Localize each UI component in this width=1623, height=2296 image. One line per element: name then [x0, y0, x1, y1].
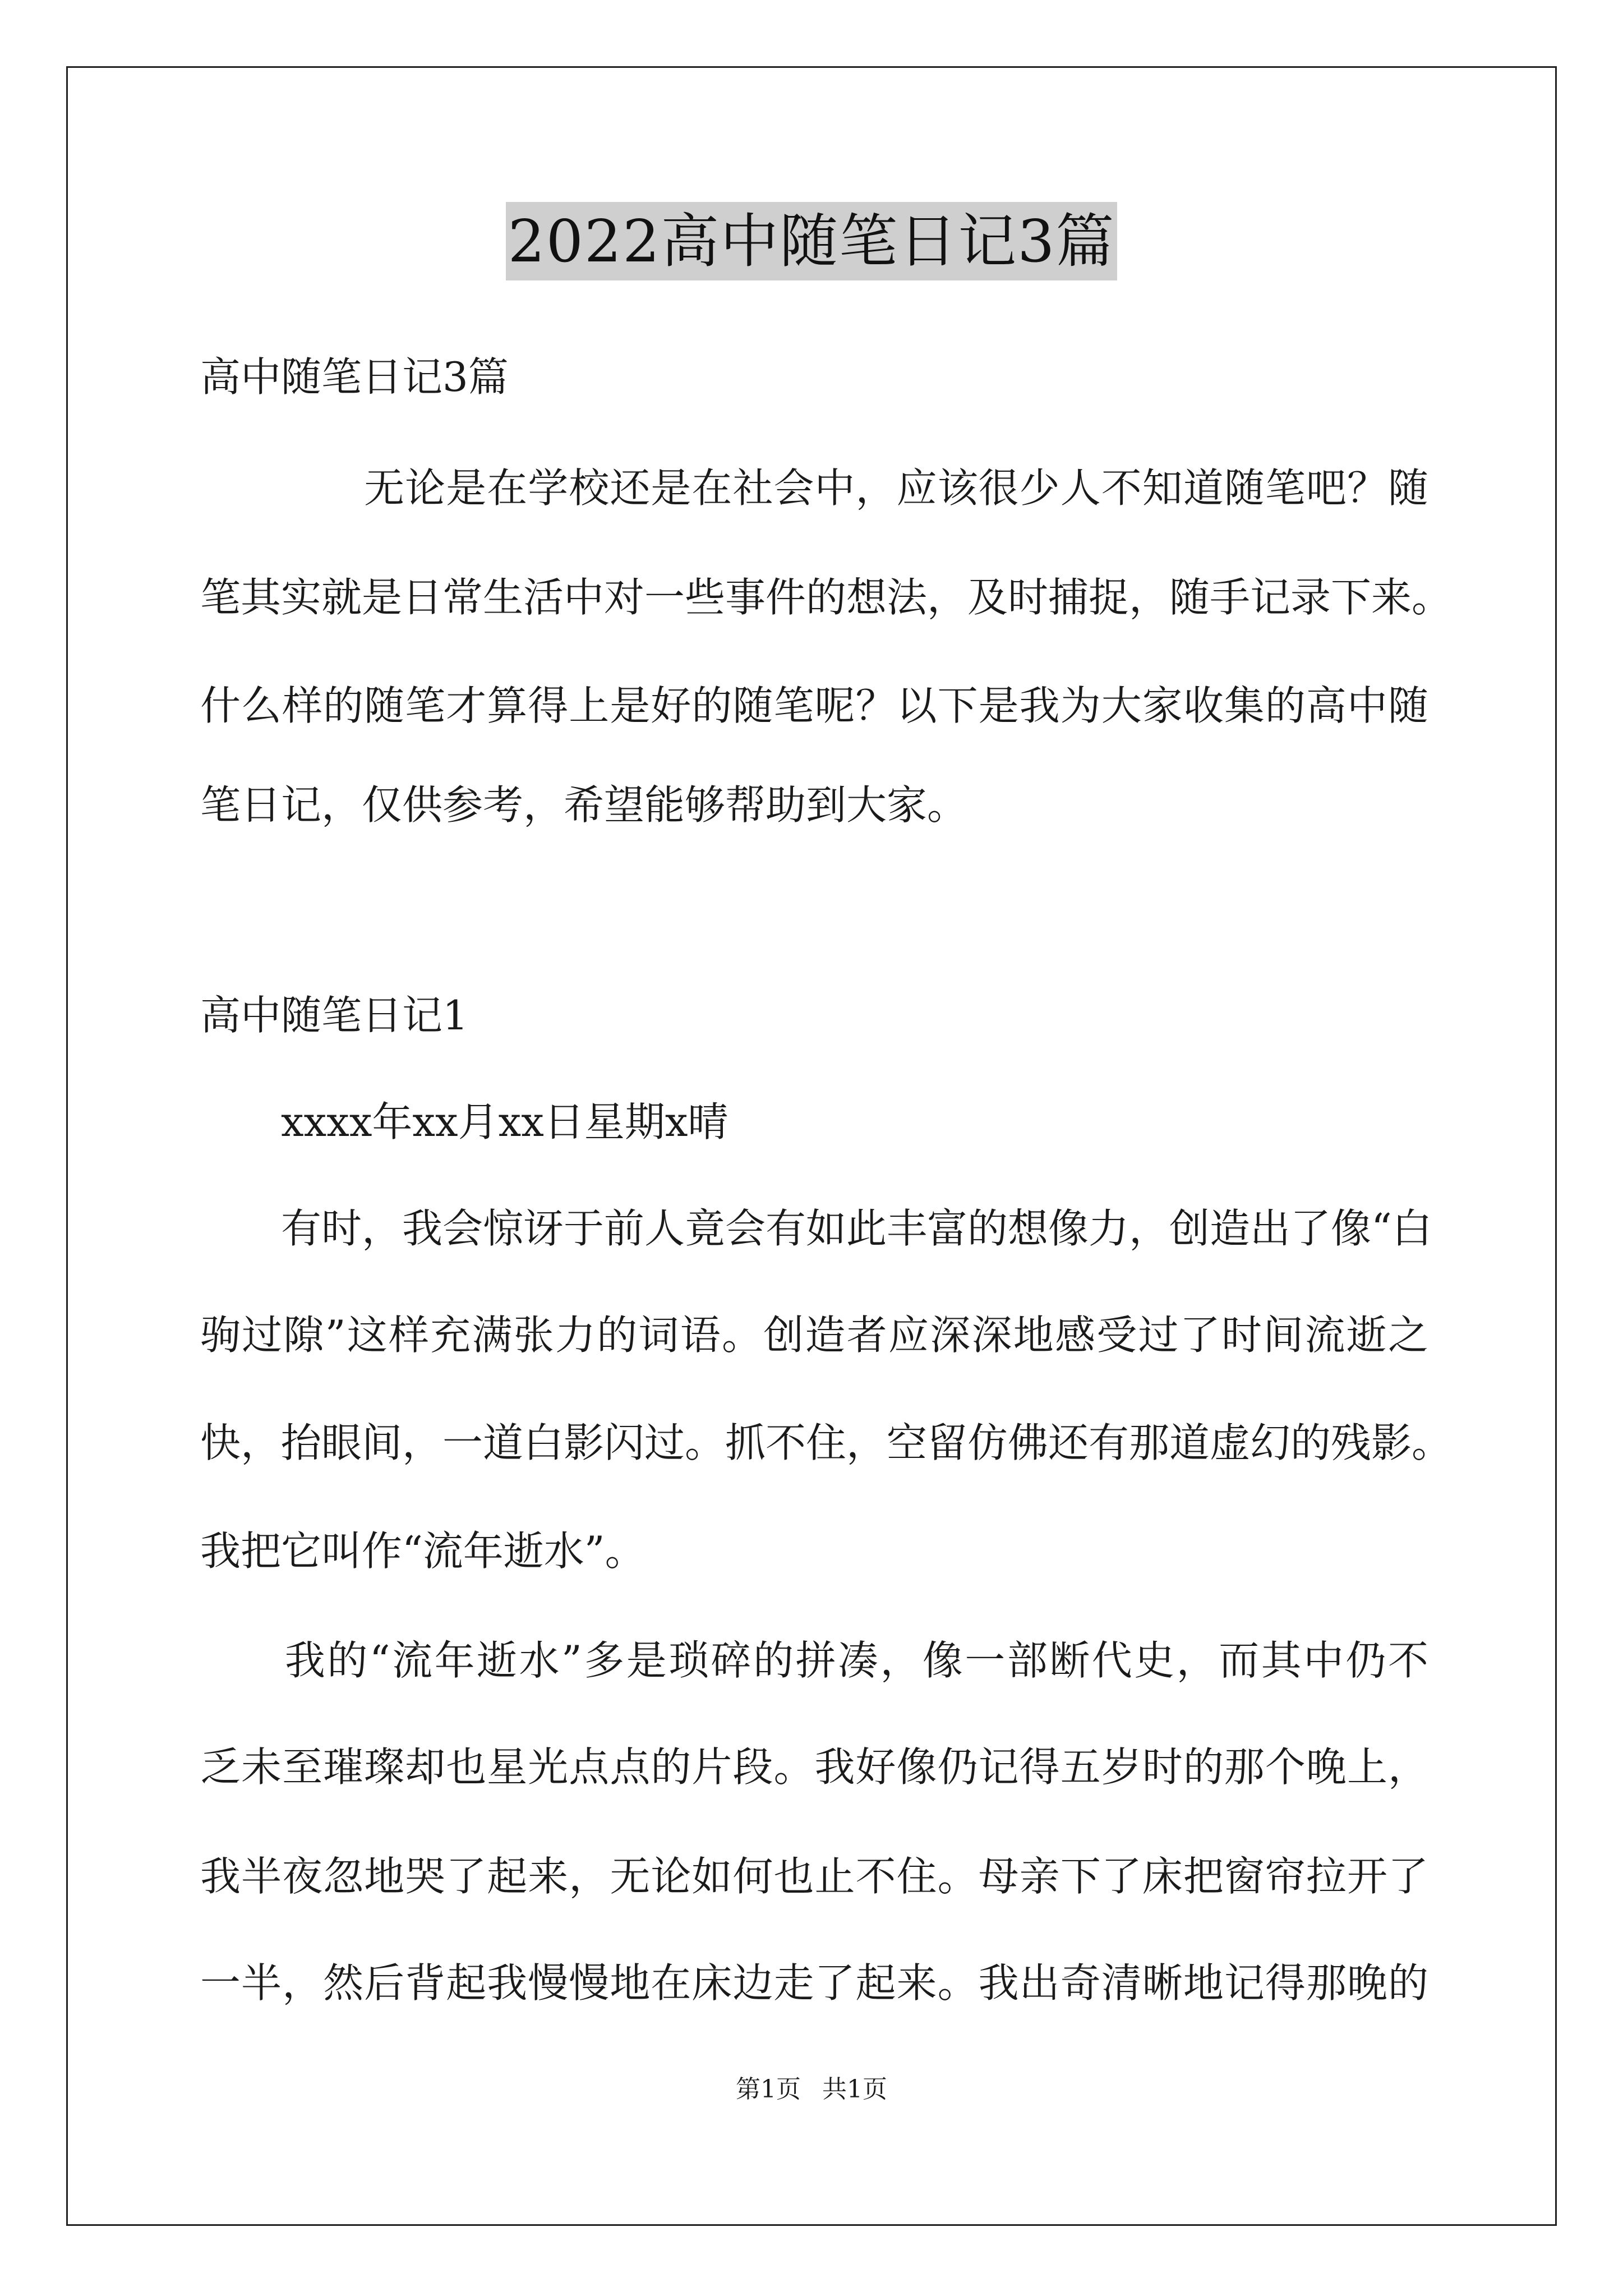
page-total: 共1页 [822, 2075, 887, 2104]
paragraph-line: 什么样的随笔才算得上是好的随笔呢？以下是我为大家收集的高中随 [200, 682, 1428, 729]
page-footer [0, 2073, 1623, 2106]
paragraph-line: 我的“流年逝水”多是琐碎的拼凑，像一部断代史，而其中仍不 [200, 1637, 1428, 1684]
paragraph-line: 一半，然后背起我慢慢地在床边走了起来。我出奇清晰地记得那晚的 [200, 1959, 1428, 2007]
document-title: 2022高中随笔日记3篇 [506, 202, 1118, 280]
title-container [0, 202, 1623, 280]
paragraph-line: 无论是在学校还是在社会中，应该很少人不知道随笔吧？随 [200, 464, 1428, 512]
diary-date-line: xxxx年xx月xx日星期x晴 [200, 1098, 728, 1145]
paragraph-line: 有时，我会惊讶于前人竟会有如此丰富的想像力，创造出了像“白 [200, 1205, 1432, 1252]
page-number: 第1页 [736, 2075, 801, 2104]
paragraph-line: 快，抬眼间，一道白影闪过。抓不住，空留仿佛还有那道虚幻的残影。 [200, 1419, 1453, 1466]
paragraph-line: 驹过隙”这样充满张力的词语。创造者应深深地感受过了时间流逝之 [200, 1312, 1428, 1359]
paragraph-line: 我把它叫作“流年逝水”。 [200, 1527, 645, 1575]
section-heading: 高中随笔日记1 [200, 992, 468, 1039]
paragraph-line: 笔日记，仅供参考，希望能够帮助到大家。 [200, 781, 968, 829]
paragraph-line: 乏未至璀璨却也星光点点的片段。我好像仍记得五岁时的那个晚上， [200, 1743, 1428, 1791]
section-heading: 高中随笔日记3篇 [200, 353, 509, 401]
paragraph-line: 笔其实就是日常生活中对一些事件的想法，及时捕捉，随手记录下来。 [200, 574, 1453, 621]
paragraph-line: 我半夜忽地哭了起来，无论如何也止不住。母亲下了床把窗帘拉开了 [200, 1853, 1428, 1900]
